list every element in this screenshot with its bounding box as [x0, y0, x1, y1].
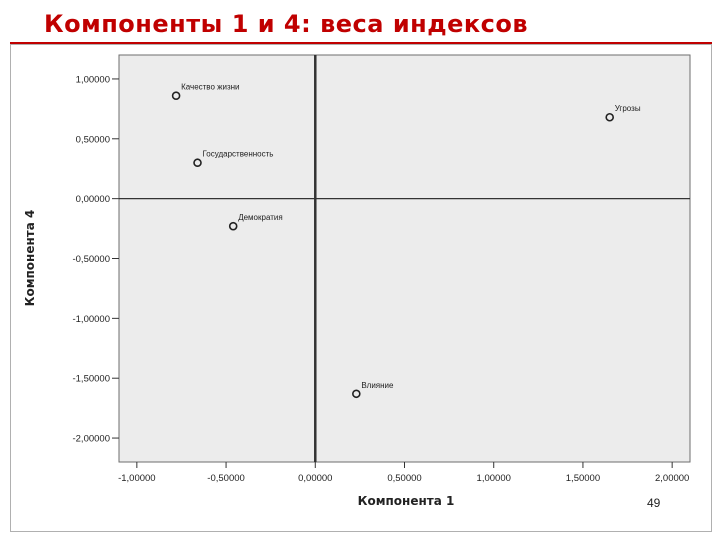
- x-tick-label: -1,00000: [118, 473, 156, 484]
- x-axis-label: Компонента 1: [357, 494, 455, 508]
- y-tick-label: 0,00000: [75, 194, 110, 206]
- plot-area: [119, 55, 690, 462]
- y-tick-label: 1,00000: [75, 74, 110, 86]
- x-tick-label: 1,50000: [565, 473, 601, 484]
- y-tick-label: -0,50000: [72, 254, 110, 265]
- y-tick-label: 0,50000: [75, 134, 110, 146]
- data-point-label: Качество жизни: [181, 82, 240, 92]
- x-tick-label: -0,50000: [207, 473, 245, 484]
- data-point-label: Угрозы: [614, 104, 641, 114]
- data-point-label: Влияние: [361, 380, 394, 390]
- x-tick-label: 1,00000: [476, 473, 511, 484]
- y-axis-label: Компонента 4: [23, 209, 37, 307]
- slide-title: Компоненты 1 и 4: веса индексов: [44, 10, 529, 38]
- data-point-label: Демократия: [238, 213, 283, 223]
- y-tick-label: -1,50000: [72, 373, 110, 385]
- y-tick-label: -2,00000: [72, 433, 110, 445]
- page-number: 49: [647, 496, 661, 510]
- x-tick-label: 2,00000: [654, 473, 690, 484]
- y-tick-label: -1,00000: [72, 313, 110, 325]
- data-point-label: Государственность: [202, 149, 274, 159]
- x-tick-label: 0,00000: [298, 473, 333, 484]
- x-tick-label: 0,50000: [387, 473, 422, 484]
